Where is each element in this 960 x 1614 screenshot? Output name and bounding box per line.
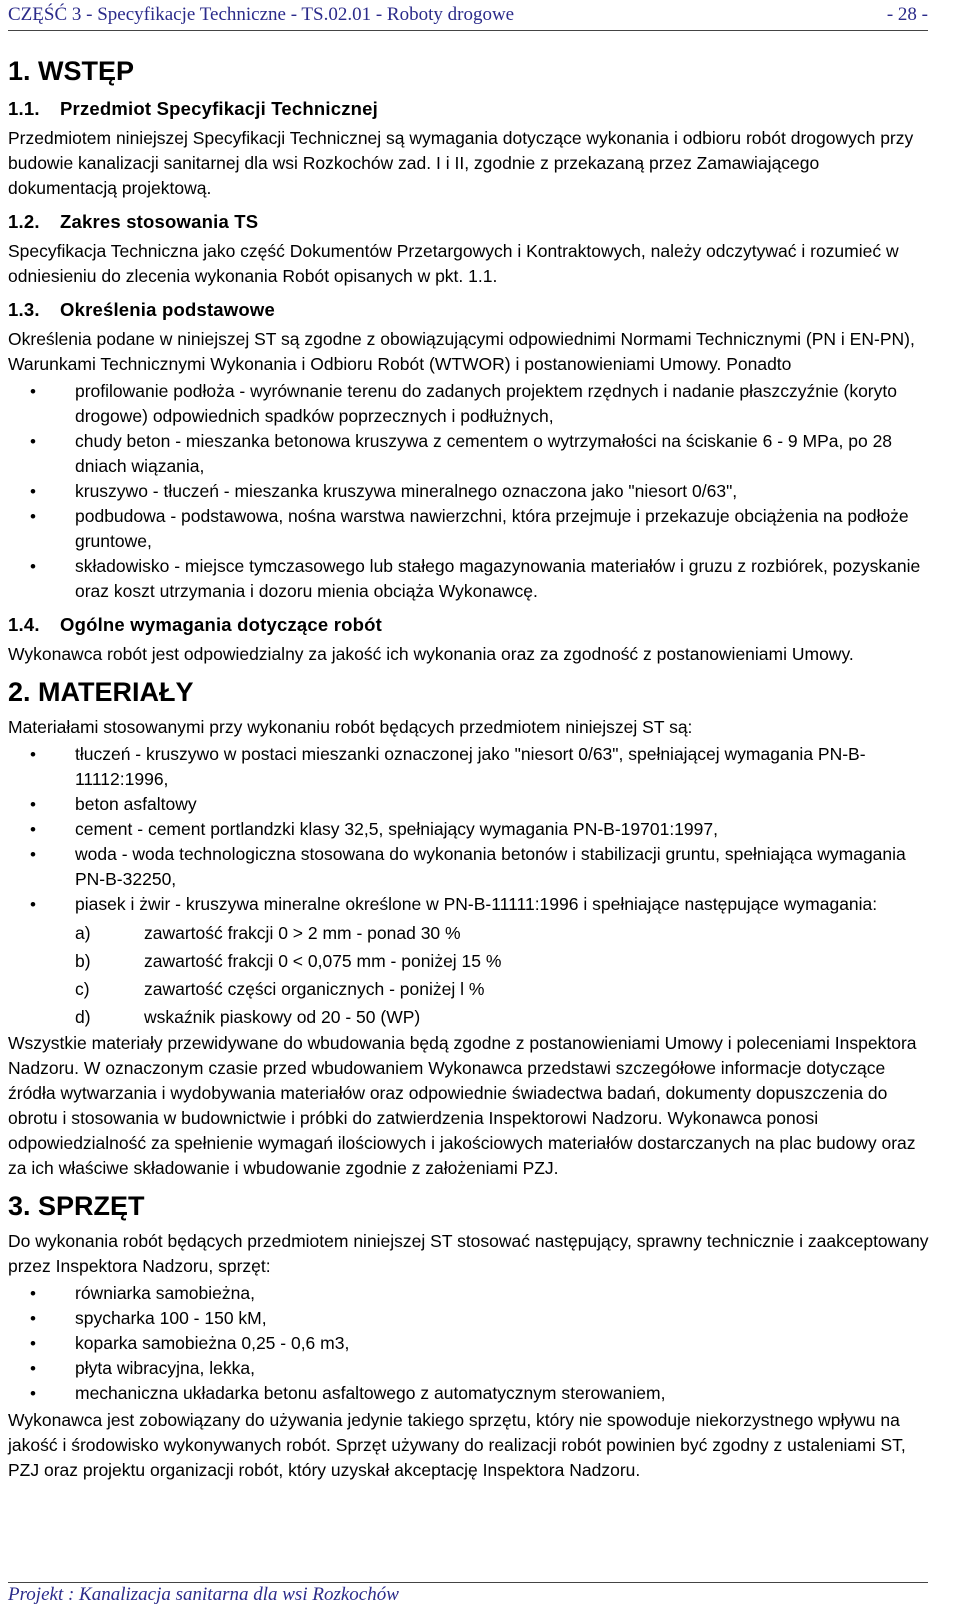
list-item-text: składowisko - miejsce tymczasowego lub stałego magazynowania materiałów i gruzu z rozbiórek, pozyskanie oraz koszt utrzymania i dozoru mienia obciąża Wykonawcę. — [75, 556, 921, 601]
list-item-text: zawartość frakcji 0 > 2 mm - ponad 30 % — [144, 923, 461, 943]
section-1-4-text: Wykonawca robót jest odpowiedzialny za jakość ich wykonania oraz za zgodność z postanowieniami Umowy. — [8, 644, 854, 664]
list-item-text: zawartość części organicznych - poniżej l % — [144, 979, 485, 999]
list-item-text: kruszywo - tłuczeń - mieszanka kruszywa mineralnego oznaczona jako "niesort 0/63", — [75, 481, 738, 501]
requirements-list — [8, 919, 930, 1031]
section-number: 1.2. — [8, 211, 40, 232]
bullet-icon: • — [30, 1384, 36, 1403]
section-2-outro: Wszystkie materiały przewidywane do wbudowania będą zgodne z postanowieniami Umowy i poleceniami Inspektora Nadzoru. W oznaczonym czasie przed wbudowaniem Wykonawca przedstawi szczegółowe informacje dotyczące źródła wytwarzania i wydobywania materiałów oraz odpowiednie świadectwa badań, dokumenty dopuszczenia do obrotu i stosowania w budownictwie i próbki do zatwierdzenia Inspektorowi Nadzoru. Wykonawca ponosi odpowiedzialność za spełnienie wymagań ilościowych i jakościowych materiałów dostarczanych na plac budowy oraz za ich właściwe składowanie i wbudowanie zgodnie z założeniami PZJ. — [8, 1033, 917, 1178]
list-item — [8, 842, 930, 892]
bullet-icon: • — [30, 795, 36, 814]
list-item-text: płyta wibracyjna, lekka, — [75, 1358, 255, 1378]
list-item — [8, 742, 930, 792]
bullet-icon: • — [30, 895, 36, 914]
list-marker: d) — [75, 1007, 91, 1027]
section-3-intro: Do wykonania robót będących przedmiotem niniejszej ST stosować następujący, sprawny technicznie i zaakceptowany przez Inspektora Nadzoru, sprzęt: — [8, 1231, 929, 1276]
list-item — [8, 379, 930, 429]
list-item — [8, 429, 930, 479]
document-body — [8, 48, 930, 1485]
list-item-text: tłuczeń - kruszywo w postaci mieszanki oznaczonej jako "niesort 0/63", spełniającej wymagania PN-B-11112:1996, — [75, 744, 866, 789]
bullet-icon: • — [30, 1359, 36, 1378]
section-heading-text: Przedmiot Specyfikacji Technicznej — [60, 98, 378, 119]
list-item — [8, 792, 930, 817]
section-number: 1.3. — [8, 299, 40, 320]
list-item-text: beton asfaltowy — [75, 794, 197, 814]
bullet-icon: • — [30, 507, 36, 526]
bullet-icon: • — [30, 1309, 36, 1328]
list-item — [8, 1306, 930, 1331]
definitions-list — [8, 379, 930, 604]
list-item-text: cement - cement portlandzki klasy 32,5, spełniający wymagania PN-B-19701:1997, — [75, 819, 718, 839]
section-heading-text: Zakres stosowania TS — [60, 211, 259, 232]
list-item-text: zawartość frakcji 0 < 0,075 mm - poniżej 15 % — [144, 951, 502, 971]
bullet-icon: • — [30, 820, 36, 839]
list-item-text: podbudowa - podstawowa, nośna warstwa nawierzchni, która przejmuje i przekazuje obciążenia na podłoże gruntowe, — [75, 506, 909, 551]
list-item — [8, 817, 930, 842]
bullet-icon: • — [30, 1334, 36, 1353]
bullet-icon: • — [30, 482, 36, 501]
list-marker: b) — [75, 951, 91, 971]
section-heading-text: Ogólne wymagania dotyczące robót — [60, 614, 382, 635]
list-marker: c) — [75, 979, 90, 999]
list-item-text: wskaźnik piaskowy od 20 - 50 (WP) — [144, 1007, 421, 1027]
list-item — [8, 1281, 930, 1306]
bullet-icon: • — [30, 557, 36, 576]
header-divider — [8, 30, 928, 31]
section-heading-text: Określenia podstawowe — [60, 299, 275, 320]
list-item-text: równiarka samobieżna, — [75, 1283, 255, 1303]
materials-list — [8, 742, 930, 917]
section-1-3-heading — [8, 297, 930, 323]
list-item-text: woda - woda technologiczna stosowana do wykonania betonów i stabilizacji gruntu, spełniająca wymagania PN-B-32250, — [75, 844, 906, 889]
header-title: CZĘŚĆ 3 - Specyfikacje Techniczne - TS.02.01 - Roboty drogowe — [8, 4, 515, 25]
list-item — [8, 479, 930, 504]
equipment-list — [8, 1281, 930, 1406]
list-item — [8, 919, 930, 947]
list-item — [8, 1381, 930, 1406]
section-2-intro: Materiałami stosowanymi przy wykonaniu robót będących przedmiotem niniejszej ST są: — [8, 717, 693, 737]
section-1-2-heading — [8, 209, 930, 235]
bullet-icon: • — [30, 845, 36, 864]
list-item-text: spycharka 100 - 150 kM, — [75, 1308, 267, 1328]
bullet-icon: • — [30, 1284, 36, 1303]
page-number: - 28 - — [886, 4, 928, 25]
section-1-1-heading — [8, 96, 930, 122]
list-item — [8, 975, 930, 1003]
page-footer: Projekt : Kanalizacja sanitarna dla wsi Rozkochów — [8, 1584, 399, 1605]
section-1-3-text: Określenia podane w niniejszej ST są zgodne z obowiązującymi odpowiednimi Normami Technicznymi (PN i EN-PN), Warunkami Technicznymi Wykonania i Odbioru Robót (WTWOR) i postanowieniami Umowy. Ponadto — [8, 329, 915, 374]
section-number: 1.1. — [8, 98, 40, 119]
section-2-title: 2. MATERIAŁY — [8, 677, 194, 707]
bullet-icon: • — [30, 432, 36, 451]
section-1-2-text: Specyfikacja Techniczna jako część Dokumentów Przetargowych i Kontraktowych, należy odczytywać i rozumieć w odniesieniu do zlecenia wykonania Robót opisanych w pkt. 1.1. — [8, 241, 899, 286]
bullet-icon: • — [30, 382, 36, 401]
footer-divider — [8, 1582, 928, 1583]
list-item — [8, 554, 930, 604]
bullet-icon: • — [30, 745, 36, 764]
list-item-text: piasek i żwir - kruszywa mineralne określone w PN-B-11111:1996 i spełniające następujące wymagania: — [75, 894, 878, 914]
list-item-text: profilowanie podłoża - wyrównanie terenu do zadanych projektem rzędnych i nadanie płaszczyźnie (koryto drogowe) odpowiednich spadków poprzecznych i podłużnych, — [75, 381, 897, 426]
list-item — [8, 1003, 930, 1031]
list-item — [8, 1356, 930, 1381]
section-1-1-text: Przedmiotem niniejszej Specyfikacji Technicznej są wymagania dotyczące wykonania i odbioru robót drogowych przy budowie kanalizacji sanitarnej dla wsi Rozkochów zad. I i II, zgodnie z przekazaną przez Zamawiającego dokumentacją projektową. — [8, 128, 914, 198]
section-number: 1.4. — [8, 614, 40, 635]
list-marker: a) — [75, 923, 91, 943]
section-1-4-heading — [8, 612, 930, 638]
list-item-text: chudy beton - mieszanka betonowa kruszywa z cementem o wytrzymałości na ściskanie 6 - 9 MPa, po 28 dniach wiązania, — [75, 431, 893, 476]
page-header — [8, 4, 928, 30]
section-3-title: 3. SPRZĘT — [8, 1191, 145, 1221]
section-1-title: 1. WSTĘP — [8, 56, 135, 86]
list-item-text: mechaniczna układarka betonu asfaltowego z automatycznym sterowaniem, — [75, 1383, 666, 1403]
list-item — [8, 504, 930, 554]
list-item-text: koparka samobieżna 0,25 - 0,6 m3, — [75, 1333, 350, 1353]
section-3-outro: Wykonawca jest zobowiązany do używania jedynie takiego sprzętu, który nie spowoduje niekorzystnego wpływu na jakość i środowisko wykonywanych robót. Sprzęt używany do realizacji robót powinien być zgodny z ustaleniami ST, PZJ oraz projektu organizacji robót, który uzyskał akceptację Inspektora Nadzoru. — [8, 1410, 906, 1480]
list-item — [8, 947, 930, 975]
list-item — [8, 892, 930, 917]
list-item — [8, 1331, 930, 1356]
